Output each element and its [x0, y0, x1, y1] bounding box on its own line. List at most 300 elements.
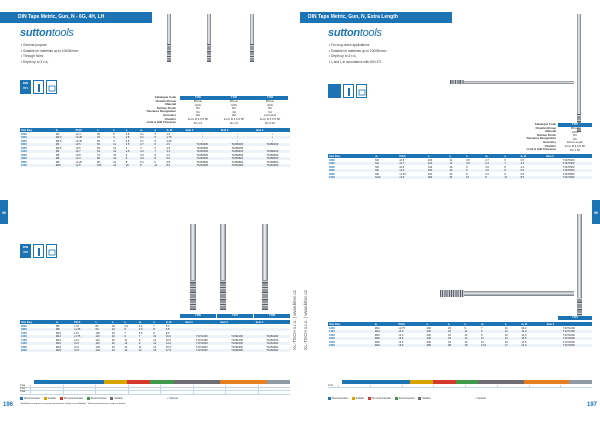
legend-item: Recommended [20, 397, 40, 400]
table-cell: 200 [426, 330, 447, 334]
size-code-cell: 1000 [328, 176, 374, 180]
table-cell: x0.8 [75, 153, 81, 157]
table-cell: 34 [447, 337, 464, 341]
legend-item: Recommended [328, 397, 348, 400]
table-cell: 10 [465, 176, 484, 180]
table-cell: 16 [464, 340, 468, 344]
item-number-cell: T1080400 [255, 150, 290, 154]
table-header-row: Size Req. d₁ Pitch l₁ l₂ l₃ d₂ a d₃ Ø Item # Item # Item # [20, 128, 290, 132]
sutton-tools-logo: suttontools [20, 27, 74, 39]
table-cell: 8 [153, 157, 165, 161]
table-cell: 6.8 [520, 172, 525, 176]
table-cell: 5.0 [165, 157, 184, 161]
feature-item: • l₁ and l₂ in accordance with DIN 371 [329, 59, 382, 64]
table-cell: x2.0 [398, 333, 404, 337]
table-cell: M6 [55, 324, 60, 328]
table-cell: 4.2 [166, 153, 171, 157]
attribute-columns [558, 123, 592, 152]
size-code-cell: 2000 [20, 349, 55, 353]
table-header-row: Size Req. d₁ Pitch l₁ l₂ l₃ d₂ a d₃ Ø Item # [328, 322, 592, 326]
size-code-cell: 0500 [21, 153, 27, 157]
table-cell: 19 [111, 324, 115, 328]
table-cell: 10.2 [165, 335, 184, 339]
material-color-bar [20, 380, 290, 384]
item-number-cell: T1081800 [266, 345, 279, 349]
table-cell: M6 [374, 169, 398, 173]
size-code-cell: 0800 [329, 172, 335, 176]
size-code-cell: 0600 [328, 169, 374, 173]
table-cell: x2.5 [397, 337, 425, 341]
feature-item: • For long reach applications [329, 43, 370, 47]
item-number-cell: T1071400 [195, 338, 208, 342]
table-cell: x3.0 [397, 344, 425, 348]
table-cell: 14.5 [480, 344, 504, 348]
table-cell: 10 [152, 335, 165, 339]
item-number-cell: T1050400 [185, 150, 220, 154]
material-matrix: T105 T107 T108 [20, 385, 290, 395]
table-cell: 30 [111, 338, 115, 342]
item-number-cell: T1081000 [220, 164, 255, 168]
material-matrix: T137 [328, 385, 592, 388]
table-cell: M8 [55, 160, 60, 164]
table-cell: x0.7 [398, 162, 427, 166]
table-cell: 11 [153, 164, 165, 168]
table-cell: x1.75 [398, 326, 405, 330]
table-cell: 180 [427, 176, 449, 180]
table-cell: 6 [504, 158, 506, 162]
feature-item: • Suitable for materials up to 1000N/mm² [21, 48, 79, 53]
table-cell: x0.5 [75, 143, 96, 147]
attribute-column: T105 B/Gun HSS Brt 4H RH Form B 3.5-5.5P 4H 1.0 [216, 96, 252, 125]
table-cell: 12 [464, 333, 468, 337]
table-cell: 5.0 [165, 324, 170, 328]
table-cell: x1.5 [398, 176, 427, 180]
table-cell: 5.5 [138, 331, 143, 335]
size-code-cell: 2400 [328, 344, 374, 348]
table-cell: 10 [125, 164, 139, 168]
footnote: * Available on request or special manufacture. Subject to availability. * Harmonised tolerance codes at bottom [20, 403, 126, 405]
table-cell: 9 [504, 172, 506, 176]
table-cell: 6.8 [165, 328, 184, 332]
table-cell: 12.0 [165, 338, 171, 342]
item-number-cell: T1091400 [231, 338, 243, 342]
table-cell: 2.8 [125, 132, 130, 136]
table-cell: 22 [113, 160, 117, 164]
table-cell: M4 [374, 162, 398, 166]
table-cell: x1.25 [73, 328, 95, 332]
item-number-cell: T1091600 [219, 342, 254, 346]
table-cell: 6 [125, 153, 128, 157]
item-number-cell: T1082000 [255, 349, 290, 353]
item-number-cell: • [271, 132, 273, 136]
table-cell: 34 [111, 349, 124, 353]
table-cell: x0.8 [399, 165, 405, 169]
table-cell: M2.2 [55, 136, 75, 140]
item-number-cell: T1091200 [219, 335, 254, 339]
item-number-cell: T1372400 [546, 344, 592, 348]
item-number-cell: T1071600 [184, 342, 219, 346]
size-code-cell: 0800 [21, 160, 27, 164]
table-cell: x0.6 [75, 146, 81, 150]
din-standard-icon: DIN 371 [20, 80, 31, 94]
extra-length-icon [328, 84, 341, 98]
table-cell: 11 [124, 338, 128, 342]
item-number-cell: T1370300 [562, 158, 575, 162]
table-cell: 16 [123, 349, 137, 353]
table-cell: 15.5 [520, 337, 545, 341]
item-number-cell: T1080350 [231, 146, 244, 150]
table-cell: 13 [113, 146, 117, 150]
table-cell: 8.5 [519, 176, 545, 180]
item-number-cell: • [220, 136, 255, 140]
table-cell: M8 [375, 172, 379, 176]
table-cell: 2.1 [139, 136, 153, 140]
table-cell: 19 [112, 157, 125, 161]
item-number-cell: • [236, 132, 238, 136]
item-number-cell: T1072000 [184, 349, 219, 353]
table-cell: 22 [111, 328, 124, 332]
table-cell: 56 [97, 146, 100, 150]
feature-item: • General purpose [21, 43, 47, 47]
feature-item: • Depth up to 3 x d₁ [329, 54, 357, 58]
table-cell: 12 [123, 342, 137, 346]
table-cell: 14 [124, 345, 128, 349]
table-cell: M12 [374, 326, 380, 330]
standard-icons [20, 80, 57, 94]
table-cell: 14 [153, 345, 157, 349]
table-cell: 4.9 [138, 328, 152, 332]
feature-item: • Suitable for materials up to 1000N/mm² [329, 48, 387, 53]
table-cell: 7 [153, 150, 165, 154]
size-code-cell: 1200 [329, 326, 335, 330]
item-number-cell: T1080300 [255, 143, 290, 147]
table-cell: 38 [447, 344, 464, 348]
table-cell: 12 [153, 338, 157, 342]
table-cell: 63 [96, 150, 112, 154]
table-cell: 8 [504, 165, 506, 169]
table-cell: 9 [464, 326, 466, 330]
item-number-cell: • [185, 136, 220, 140]
table-cell: 5 [154, 139, 156, 143]
table-row [328, 344, 592, 348]
table-cell: M6 [55, 157, 75, 161]
table-cell: 4.9 [139, 157, 153, 161]
table-cell: 14 [464, 337, 481, 341]
item-number-cell: • [271, 139, 273, 143]
table-cell: 56 [96, 143, 112, 147]
item-number-cell: T1372000 [563, 340, 575, 344]
table-cell: 200 [426, 326, 431, 330]
legend-symbol: ✓ Optional [166, 398, 178, 401]
table-cell: 15.5 [165, 345, 171, 349]
table-cell: 12.0 [520, 330, 545, 334]
table-cell: 100 [96, 164, 112, 168]
table-cell: x2.5 [74, 345, 79, 349]
table-cell: x0.7 [75, 150, 96, 154]
item-number-cell: T1050350 [196, 146, 209, 150]
table-cell: 1.75 [165, 136, 184, 140]
table-cell: x2.0 [73, 342, 95, 346]
table-cell: 12 [481, 340, 484, 344]
material-color-bar [328, 380, 592, 384]
table-cell: M14 [374, 330, 398, 334]
table-cell: 24 [111, 331, 115, 335]
item-number-cell: T1370400 [545, 162, 592, 166]
table-cell: 10 [504, 326, 508, 330]
table-cell: 11 [138, 345, 142, 349]
table-cell: 9 [480, 330, 504, 334]
legend-item: Suitable [352, 397, 364, 400]
table-cell: 3.5 [125, 143, 139, 147]
table-cell: 9 [123, 335, 137, 339]
attribute-labels: Catalogue Code Chamfer/Group Material Surface Finish Tolerance Designation Geometry Chamfer Limit & Half Tolerance [526, 122, 556, 152]
size-code-cell: 0300 [329, 158, 335, 162]
through-hole-icon [33, 244, 44, 258]
table-cell: M24 [374, 344, 398, 348]
item-number-cell: • [255, 136, 290, 140]
item-number-cell: T1050300 [185, 143, 220, 147]
table-cell: 6.2 [485, 172, 489, 176]
table-cell: 6 [466, 165, 468, 169]
table-cell: 8 [466, 172, 468, 176]
table-cell: M5 [55, 153, 60, 157]
table-cell: x0.4 [75, 132, 81, 136]
table-cell: x2.5 [73, 349, 95, 353]
item-number-cell: T1050600 [185, 157, 220, 161]
table-cell: x1.25 [399, 172, 406, 176]
table-cell: 4.5 [465, 162, 484, 166]
table-row [20, 349, 290, 353]
table-cell: 19 [448, 169, 465, 173]
size-code-cell: 0500 [329, 165, 335, 169]
item-number-cell: T1080600 [255, 157, 290, 161]
table-cell: 11 [480, 337, 504, 341]
size-code-cell: 1000 [21, 331, 27, 335]
table-cell: 17.5 [165, 349, 184, 353]
table-cell: 3.4 [138, 324, 143, 328]
table-cell: 12 [138, 349, 152, 353]
table-cell: 8 [154, 153, 156, 157]
item-number-cell: T1081600 [255, 342, 290, 346]
table-cell: 120 [427, 162, 449, 166]
table-cell: 14 [504, 337, 521, 341]
table-cell: 7 [503, 162, 519, 166]
size-code-cell: 2000 [329, 340, 335, 344]
table-cell: 6 [465, 169, 484, 173]
standard-icons-2 [20, 244, 57, 258]
table-cell: 80 [95, 324, 99, 328]
table-cell: 8 [125, 160, 128, 164]
attribute-column: T108 B/Gun HSS Brt 6H Left Hand Form B 3.5-5.5P 6H 2.00 [252, 96, 288, 125]
table-cell: M3.5 [55, 146, 62, 150]
page-number: 197 [586, 402, 597, 408]
legend-item: Recommended [395, 397, 415, 400]
table-row [20, 164, 290, 168]
table-cell: 32 [111, 342, 124, 346]
item-number-cell: T1050500 [196, 153, 209, 157]
table-cell: 2.9 [166, 146, 171, 150]
table-cell: 9 [138, 342, 152, 346]
size-table-1 [20, 128, 290, 167]
size-code-cell: 0350 [21, 146, 27, 150]
table-cell: x1.5 [75, 164, 96, 168]
item-number-cell: T1080500 [231, 153, 244, 157]
table-cell: 12 [152, 342, 165, 346]
side-website-text: KL-TECH s.r.o. | www.kltec.cz [303, 290, 308, 350]
item-number-cell: T1370500 [562, 165, 575, 169]
standard-icons [328, 84, 367, 98]
table-cell: M10 [374, 176, 398, 180]
table-cell: 13 [112, 150, 125, 154]
item-number-cell: T1081400 [266, 338, 279, 342]
table-cell: M5 [375, 165, 379, 169]
table-cell: x1.5 [74, 331, 79, 335]
table-cell: 8 [153, 331, 155, 335]
legend [328, 397, 486, 400]
size-code-cell: 0600 [20, 157, 55, 161]
item-number-cell: T1081000 [255, 164, 290, 168]
table-cell: 6 [125, 157, 139, 161]
item-number-cell: T1092000 [219, 349, 254, 353]
table-cell: 7 [138, 335, 152, 339]
table-cell: M20 [374, 340, 380, 344]
table-cell: x0.5 [399, 158, 405, 162]
attribute-column: T137 B/Gun HSS Brt 6G Extra Length Form B 3.5-5.5P 6G 1.00 [558, 123, 592, 152]
table-row [328, 176, 592, 180]
item-number-cell: T1370800 [562, 172, 575, 176]
table-cell: 2.05 [166, 139, 172, 143]
table-cell: 3.4 [484, 162, 503, 166]
table-cell: 70 [97, 153, 100, 157]
table-cell: 6.2 [140, 160, 144, 164]
table-cell: x0.45 [75, 139, 82, 143]
table-cell: M3 [55, 143, 75, 147]
table-cell: M8 [55, 328, 73, 332]
through-hole-icon [343, 84, 354, 98]
item-number-cell: T1371600 [563, 333, 575, 337]
legend-item: Not recommended [60, 397, 83, 400]
size-code-cell: 1600 [329, 333, 335, 337]
table-cell: 6.8 [166, 160, 171, 164]
item-number-cell: • [201, 132, 203, 136]
table-cell: 12 [504, 333, 508, 337]
size-table-2 [20, 320, 290, 352]
table-cell: 220 [426, 337, 447, 341]
item-number-cell: • [201, 139, 203, 143]
table-cell: 4.9 [484, 169, 503, 173]
size-code-cell: 0250 [21, 139, 27, 143]
table-cell: 90 [95, 328, 111, 332]
table-cell: 12 [504, 330, 521, 334]
item-number-cell: T1080800 [231, 160, 244, 164]
table-cell: 90 [97, 160, 100, 164]
size-code-cell: 0200 [21, 132, 27, 136]
table-cell: 11 [449, 158, 453, 162]
item-number-cell: T1091800 [231, 345, 243, 349]
table-cell: 8 [503, 169, 519, 173]
table-cell: 1.6 [166, 132, 171, 136]
table-cell: 29 [448, 326, 451, 330]
table-cell: 30 [447, 330, 464, 334]
table-cell: 16 [449, 165, 453, 169]
table-cell: 3.4 [139, 150, 153, 154]
feature-item: • Depth up to 3 x d₁ [21, 59, 49, 64]
table-cell: 100 [427, 158, 433, 162]
table-cell: M2 [55, 132, 60, 136]
table-cell: M16 [374, 333, 380, 337]
table-cell: 8.5 [165, 164, 184, 168]
table-cell: 17 [504, 344, 521, 348]
table-cell: 32 [448, 333, 451, 337]
table-cell: 140 [95, 349, 111, 353]
table-cell: 9 [113, 139, 115, 143]
item-number-cell: T1050800 [196, 160, 209, 164]
group-head: T105 [180, 314, 216, 318]
size-table-1 [328, 154, 592, 179]
table-cell: 5 [154, 132, 156, 136]
table-cell: x1.75 [73, 335, 95, 339]
table-cell: 110 [95, 342, 111, 346]
table-cell: 280 [426, 344, 447, 348]
feature-list [329, 43, 386, 65]
size-code-cell: 0300 [20, 143, 55, 147]
table-cell: 2.7 [485, 158, 489, 162]
table-cell: 3 [140, 146, 142, 150]
table-cell: 29 [111, 335, 124, 339]
table-cell: x1.0 [75, 157, 96, 161]
item-number-cell: T1080800 [266, 160, 279, 164]
table-cell: 110 [95, 338, 100, 342]
table-cell: 15 [152, 349, 165, 353]
table-cell: 9 [481, 333, 483, 337]
table-cell: 8 [113, 132, 115, 136]
item-number-cell: T1080500 [266, 153, 279, 157]
tolerance-icon [46, 244, 57, 258]
table-cell: M18 [55, 345, 61, 349]
group-head: T107 [217, 314, 253, 318]
table-cell: 4.9 [485, 165, 489, 169]
item-number-cell: T1080300 [220, 143, 255, 147]
feature-item: • Through holes [21, 54, 44, 58]
table-cell: x1.0 [74, 324, 79, 328]
size-code-cell: 0220 [20, 136, 55, 140]
table-cell: 34 [111, 345, 115, 349]
table-cell: M10 [55, 164, 75, 168]
table-cell: 9 [138, 338, 141, 342]
table-cell: M14 [55, 338, 61, 342]
table-cell: 2.5 [165, 143, 184, 147]
table-cell: 160 [427, 172, 433, 176]
table-cell: M16 [55, 342, 73, 346]
item-number-cell: T1370600 [545, 169, 592, 173]
item-number-cell: T1081200 [255, 335, 290, 339]
table-cell: 11 [464, 330, 481, 334]
table-header-row: Size Req. d₁ Pitch l₁ l₂ l₃ d₂ a d₃ Ø Item # [328, 154, 592, 158]
table-cell: 2.7 [139, 143, 153, 147]
item-number-cell: T1371800 [546, 337, 592, 341]
table-cell: 4.5 [124, 324, 128, 328]
item-number-cell: • [236, 139, 238, 143]
table-cell: 100 [95, 331, 100, 335]
table-cell: 6 [123, 328, 137, 332]
page-header: DIN Taps Metric, Gun, N - 6G, 4H, LH [0, 12, 152, 23]
table-cell: 220 [426, 333, 431, 337]
table-cell: 5 [153, 136, 165, 140]
table-cell: 45 [97, 132, 100, 136]
table-cell: 17.5 [521, 340, 527, 344]
attribute-column: T105 B/Gun HSS Brt 6G RH Form B 3.5-5.5P 6G 1.0 [180, 96, 216, 125]
table-cell: 110 [95, 335, 111, 339]
